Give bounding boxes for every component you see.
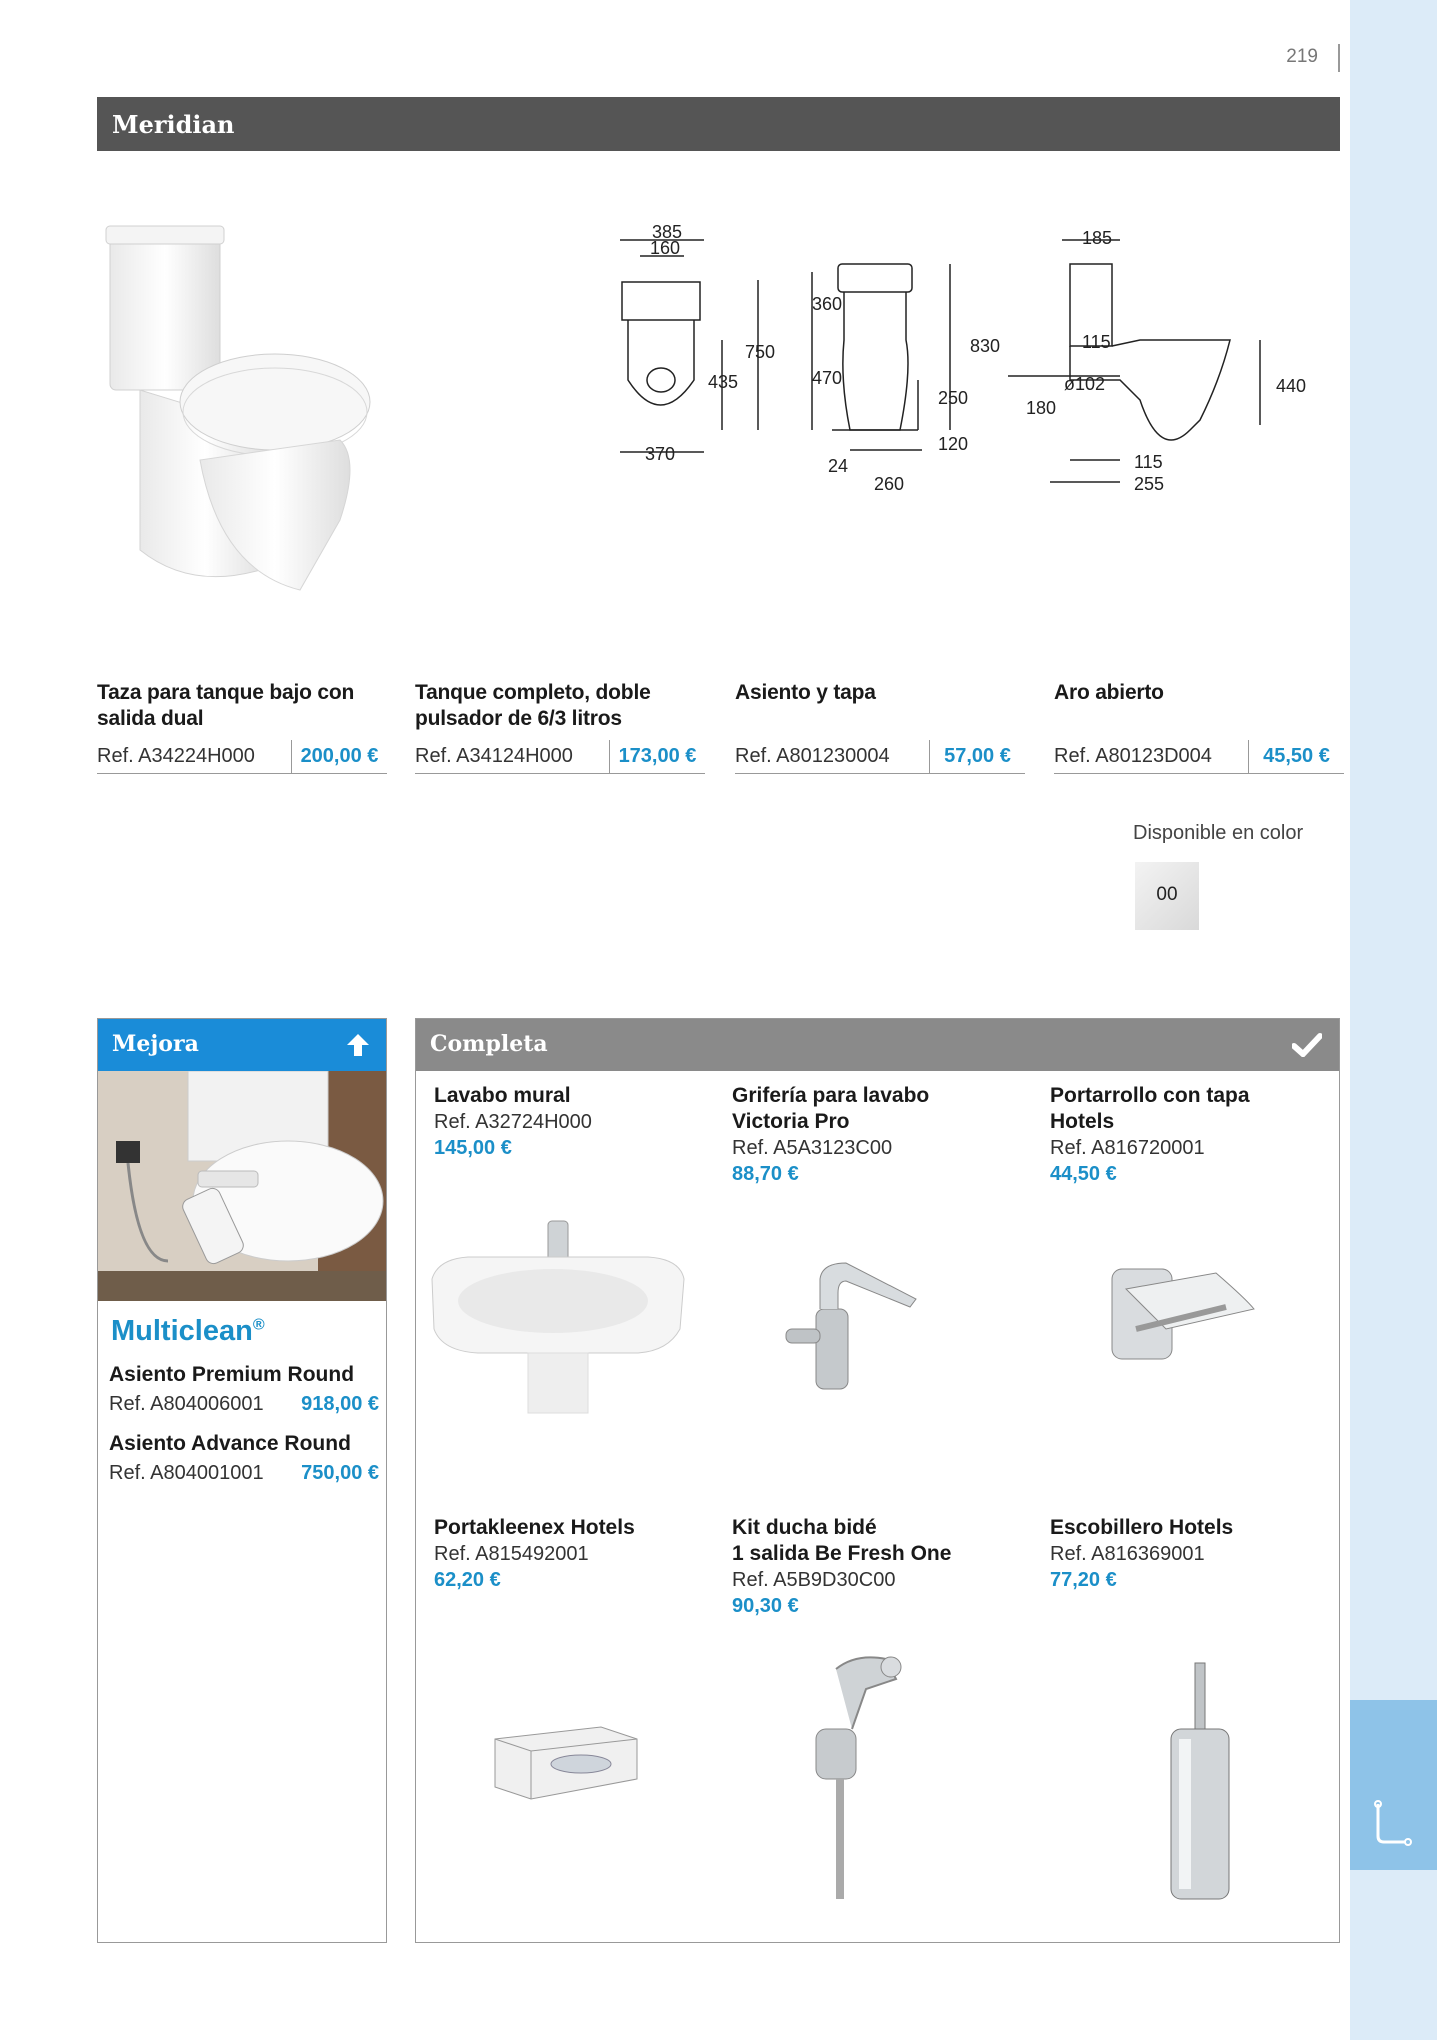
dim-label: 115 (1082, 332, 1111, 352)
dim-label: 180 (1026, 398, 1057, 418)
section-tab[interactable] (1350, 1700, 1437, 1870)
dim-label: 385 (652, 222, 683, 242)
product-card (97, 680, 387, 774)
dim-label: 260 (874, 474, 905, 494)
accessory-item (1050, 1083, 1320, 1187)
availability-label: Disponible en color (1133, 822, 1304, 844)
tissue-box-photo (491, 1709, 641, 1809)
product-ref-row (415, 740, 705, 774)
mejora-panel (97, 1018, 387, 1943)
accessory-item (732, 1083, 1002, 1187)
product-ref: Ref. A801230004 (735, 745, 890, 767)
list-item (109, 1363, 379, 1416)
dim-label: 360 (812, 294, 843, 314)
product-card (415, 680, 705, 774)
dim-label: 250 (938, 388, 969, 408)
dim-label: 370 (645, 444, 676, 464)
product-price: 45,50 € (1248, 740, 1344, 773)
dim-label: 160 (650, 238, 681, 258)
completa-header (416, 1019, 1339, 1071)
product-card (1054, 680, 1344, 774)
toilet-photo (100, 220, 380, 600)
item-ref: Ref. A804001001 (109, 1462, 264, 1484)
page-number-divider (1338, 44, 1340, 72)
dim-label: 120 (938, 434, 969, 454)
technical-drawings (600, 220, 1330, 500)
product-card (735, 680, 1025, 774)
accessory-price: 90,30 € (732, 1595, 799, 1617)
multiclean-photo (98, 1071, 386, 1301)
title-bar (97, 97, 1340, 151)
accessory-name: Kit ducha bidé (732, 1516, 877, 1539)
accessory-item (1050, 1515, 1320, 1593)
arrow-up-icon (345, 1032, 371, 1058)
dim-label: ø102 (1064, 374, 1106, 394)
accessory-item (434, 1515, 704, 1593)
accessory-name-line2: Victoria Pro (732, 1110, 850, 1133)
color-swatch (1135, 862, 1199, 930)
page-title: Meridian (112, 110, 235, 139)
page-number: 219 (1286, 46, 1318, 67)
accessory-ref: Ref. A815492001 (434, 1543, 589, 1565)
faucet-photo (776, 1249, 926, 1409)
grab-bar-icon (1370, 1800, 1418, 1848)
accessory-ref: Ref. A5A3123C00 (732, 1137, 893, 1159)
accessory-name: Portakleenex Hotels (434, 1516, 635, 1539)
item-price: 918,00 € (301, 1393, 379, 1415)
product-ref-row (1054, 740, 1344, 774)
product-ref-row (735, 740, 1025, 774)
completa-panel (415, 1018, 1340, 1943)
accessory-price: 88,70 € (732, 1163, 799, 1185)
product-ref: Ref. A80123D004 (1054, 745, 1212, 767)
mejora-title: Mejora (112, 1031, 199, 1057)
accessory-ref: Ref. A32724H000 (434, 1111, 592, 1133)
product-ref: Ref. A34224H000 (97, 745, 255, 767)
washbasin-photo (428, 1219, 688, 1429)
accessory-name: Lavabo mural (434, 1084, 571, 1107)
item-ref-row (109, 1393, 379, 1416)
accessory-ref: Ref. A5B9D30C00 (732, 1569, 896, 1591)
accessory-price: 77,20 € (1050, 1569, 1117, 1591)
dim-label: 24 (828, 456, 849, 476)
accessory-price: 62,20 € (434, 1569, 501, 1591)
item-price: 750,00 € (301, 1462, 379, 1484)
accessory-name: Grifería para lavabo (732, 1084, 930, 1107)
bidet-shower-photo (796, 1649, 906, 1909)
product-name: Aro abierto (1054, 681, 1164, 704)
dim-label: 750 (745, 342, 776, 362)
accessory-price: 44,50 € (1050, 1163, 1117, 1185)
accessory-ref: Ref. A816369001 (1050, 1543, 1205, 1565)
mejora-header (98, 1019, 386, 1071)
accessory-item (732, 1515, 1002, 1619)
product-price: 200,00 € (291, 740, 387, 773)
dim-label: 470 (812, 368, 843, 388)
dim-label: 255 (1134, 474, 1165, 494)
accessory-item (434, 1083, 704, 1161)
item-name: Asiento Advance Round (109, 1432, 351, 1455)
brand-name: Multiclean (111, 1315, 253, 1347)
product-name: Taza para tanque bajo con salida dual (97, 681, 355, 730)
checkmark-icon (1292, 1033, 1322, 1057)
item-ref: Ref. A804006001 (109, 1393, 264, 1415)
item-ref-row (109, 1462, 379, 1485)
toilet-roll-holder-photo (1106, 1259, 1256, 1369)
dim-label: 440 (1276, 376, 1307, 396)
color-code: 00 (1156, 884, 1178, 905)
dim-label: 830 (970, 336, 1001, 356)
product-ref: Ref. A34124H000 (415, 745, 573, 767)
accessory-name: Escobillero Hotels (1050, 1516, 1234, 1539)
accessory-name-line2: Hotels (1050, 1110, 1115, 1133)
dim-label: 435 (708, 372, 739, 392)
accessory-name: Portarrollo con tapa (1050, 1084, 1250, 1107)
list-item (109, 1432, 379, 1485)
accessory-ref: Ref. A816720001 (1050, 1137, 1205, 1159)
item-name: Asiento Premium Round (109, 1363, 355, 1386)
dim-label: 185 (1082, 228, 1113, 248)
toilet-brush-photo (1161, 1659, 1241, 1909)
product-name: Tanque completo, doble pulsador de 6/3 litros (415, 681, 651, 730)
product-name: Asiento y tapa (735, 681, 876, 704)
accessory-price: 145,00 € (434, 1137, 512, 1159)
multiclean-title (111, 1315, 265, 1348)
product-price: 57,00 € (929, 740, 1025, 773)
dim-label: 115 (1134, 452, 1163, 472)
completa-title: Completa (430, 1031, 548, 1057)
registered-mark: ® (252, 1316, 265, 1334)
product-ref-row (97, 740, 387, 774)
product-price: 173,00 € (609, 740, 705, 773)
accessory-name-line2: 1 salida Be Fresh One (732, 1542, 952, 1565)
